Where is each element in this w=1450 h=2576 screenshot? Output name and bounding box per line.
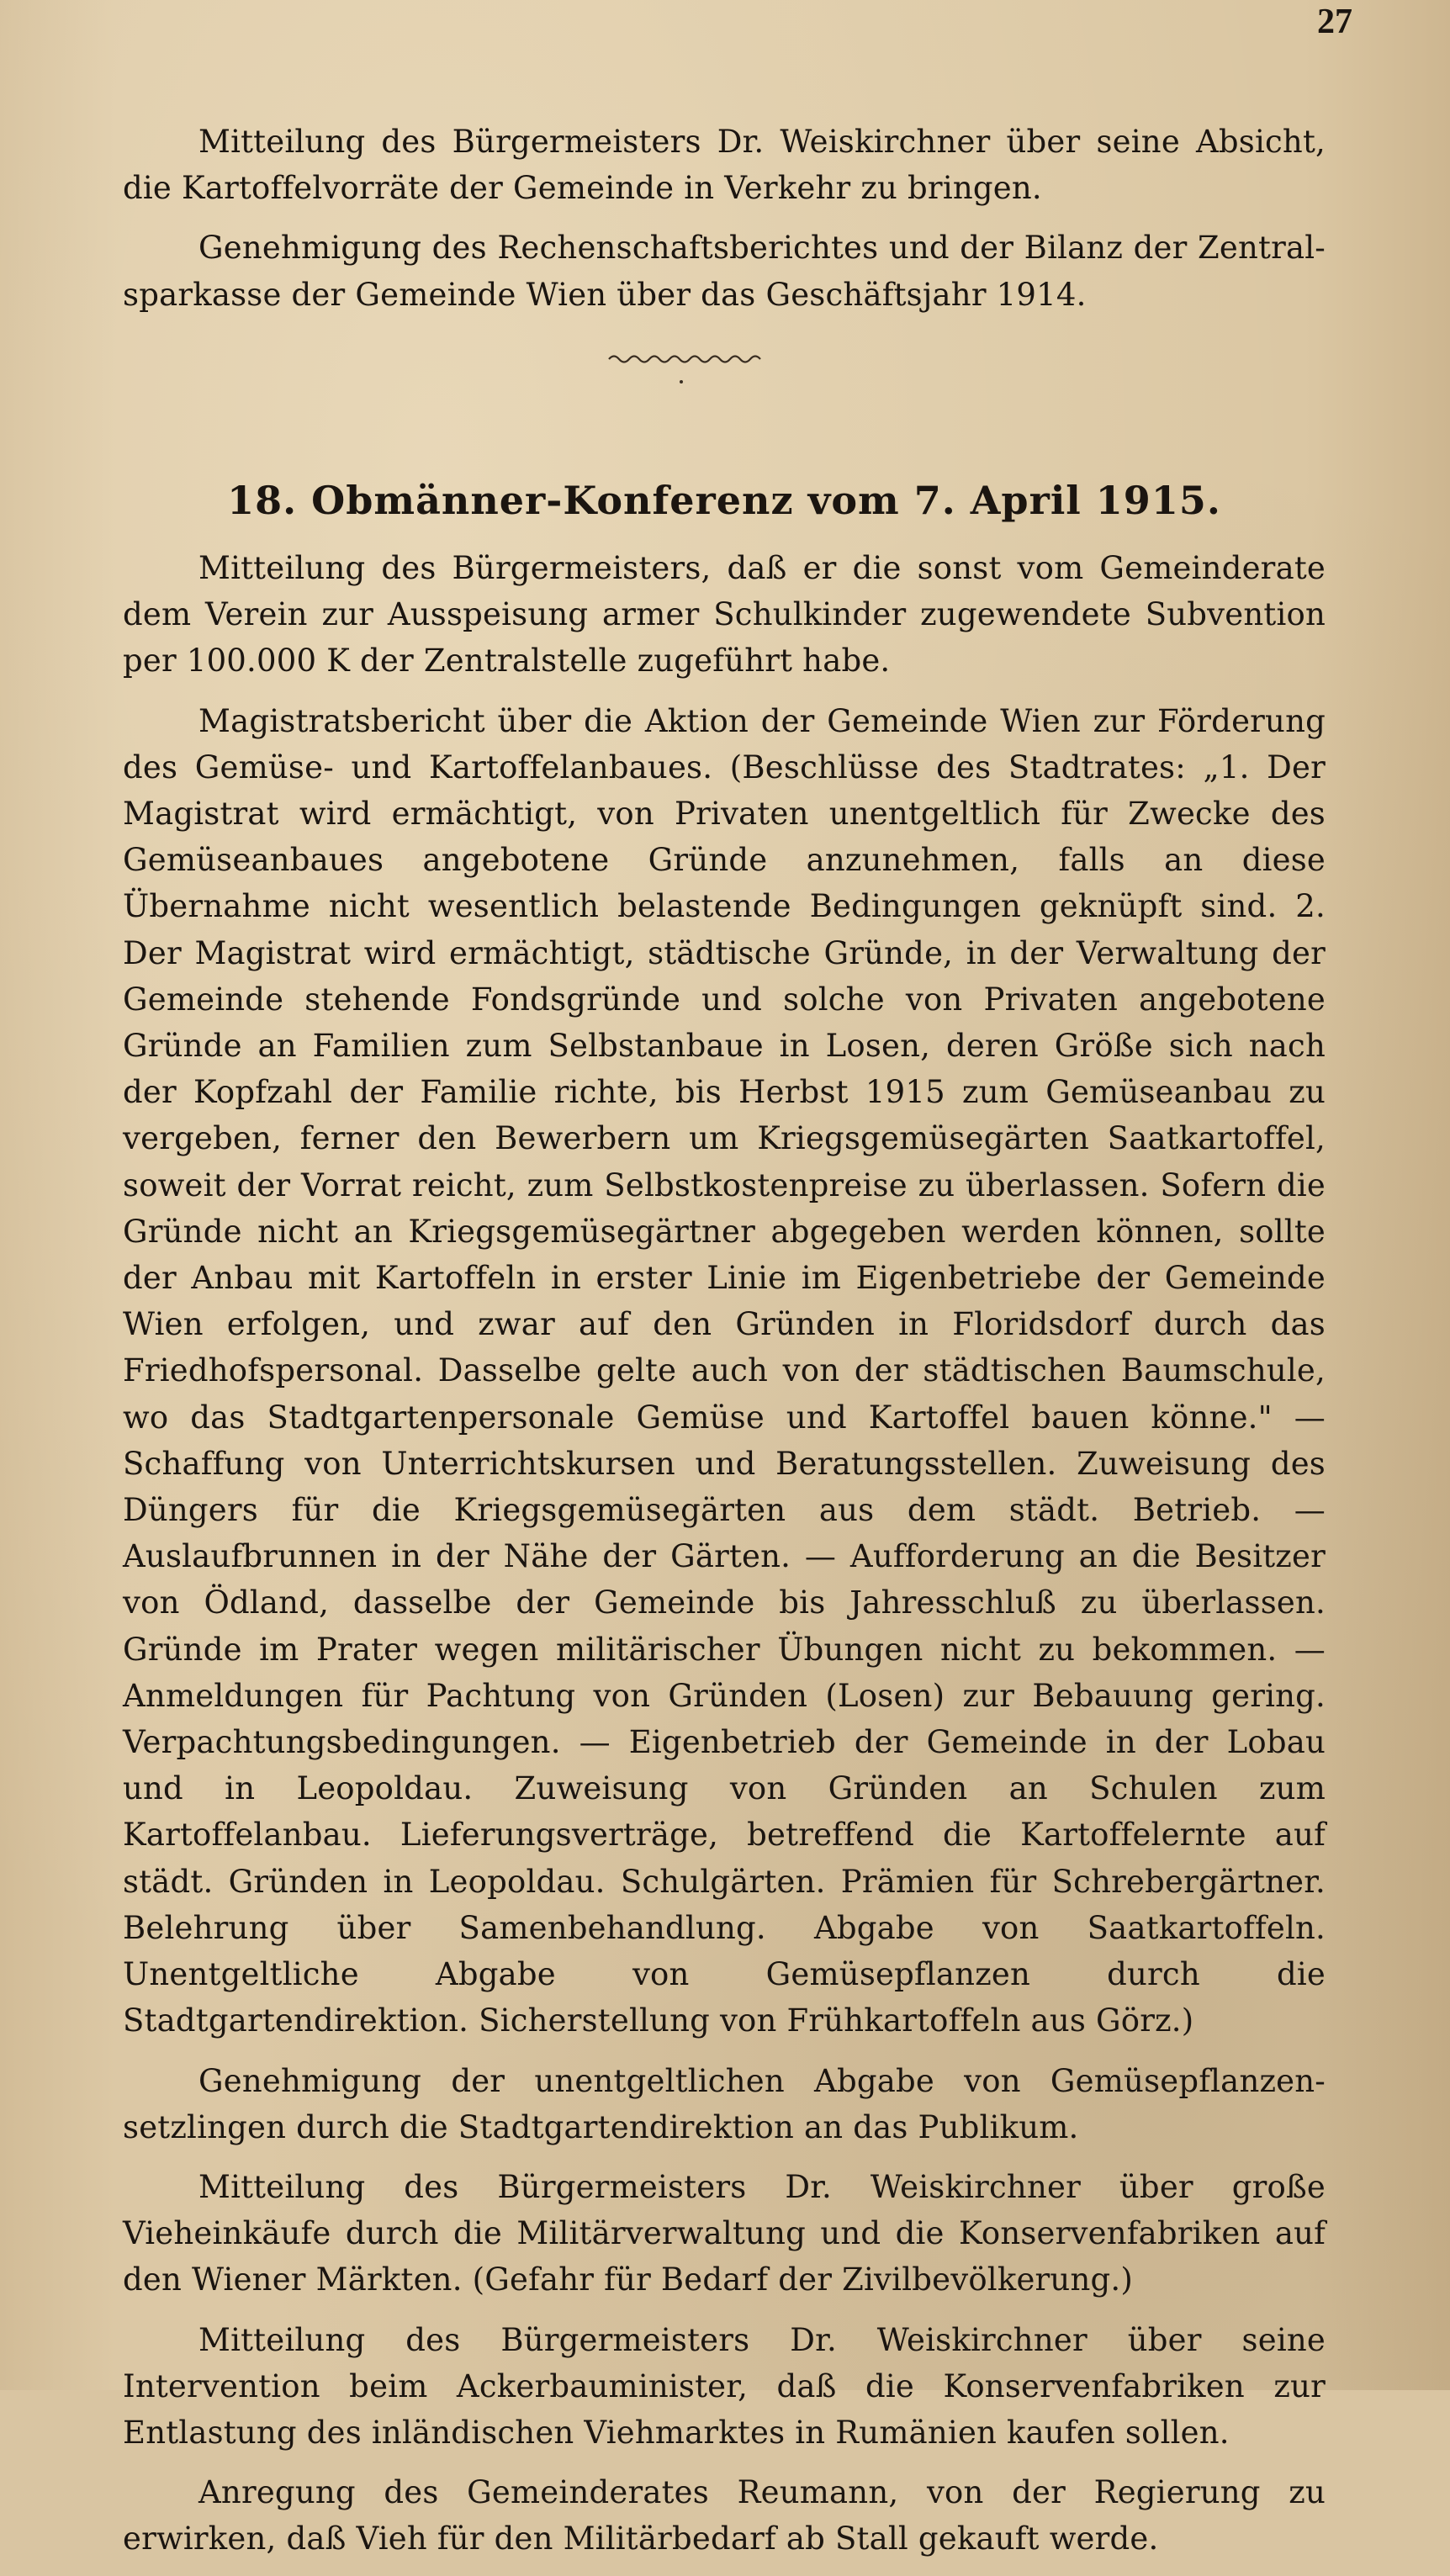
paragraph: Genehmigung des Rechenschaftsberichtes und der Bilanz der Zentral-sparkasse der Gemeinde Wien über das Geschäftsjahr 1914. (123, 230, 1326, 313)
divider-dot (680, 380, 683, 383)
wavy-divider-ornament (607, 346, 767, 372)
paragraph: Genehmigung der unentgeltlichen Abgabe von Gemüsepflanzen-setzlingen durch die Stadtgartendirektion an das Publikum. (123, 2062, 1326, 2145)
section-heading: 18. Obmänner-Konferenz vom 7. April 1915. (227, 478, 1221, 523)
paragraph: Mitteilung des Bürgermeisters Dr. Weiskirchner über seine Absicht, die Kartoffelvorräte der Gemeinde in Verkehr zu bringen. (123, 124, 1326, 207)
paragraph: Magistratsbericht über die Aktion der Gemeinde Wien zur Förderung des Gemüse- und Kartoffelanbaues. (Beschlüsse des Stadtrates: „1. Der Magistrat wird ermächtigt, von Privaten unentgeltlich für Zwecke des Gemüseanbaues angebotene Gründe anzunehmen, falls an diese Übernahme nicht wesentlich belastende Bedingungen geknüpft sind. 2. Der Magistrat wird ermächtigt, städtische Gründe, in der Verwaltung der Gemeinde stehende Fondsgründe und solche von Privaten angebotene Gründe an Familien zum Selbstanbaue in Losen, deren Größe sich nach der Kopfzahl der Familie richte, bis Herbst 1915 zum Gemüseanbau zu vergeben, ferner den Bewerbern um Kriegsgemüsegärten Saatkartoffel, soweit der Vorrat reicht, zum Selbstkostenpreise zu überlassen. Sofern die Gründe nicht an Kriegsgemüsegärtner abgegeben werden können, sollte der Anbau mit Kartoffeln in erster Linie im Eigenbetriebe der Gemeinde Wien erfolgen, und zwar auf den Gründen in Floridsdorf durch das Friedhofspersonal. Dasselbe gelte auch von der städtischen Baumschule, wo das Stadtgartenpersonale Gemüse und Kartoffel bauen könne." — Schaffung von Unterrichtskursen und Beratungsstellen. Zuweisung des Düngers für die Kriegsgemüsegärten aus dem städt. Betrieb. — Auslaufbrunnen in der Nähe der Gärten. — Aufforderung an die Besitzer von Ödland, dasselbe der Gemeinde bis Jahresschluß zu überlassen. Gründe im Prater wegen militärischer Übungen nicht zu bekommen. — Anmeldungen für Pachtung von Gründen (Losen) zur Bebauung gering. Verpachtungsbedingungen. — Eigenbetrieb der Gemeinde in der Lobau und in Leopoldau. Zuweisung von Gründen an Schulen zum Kartoffelanbau. Lieferungsverträge, betreffend die Kartoffelernte auf städt. Gründen in Leopoldau. Schulgärten. Prämien für Schrebergärtner. Belehrung über Samenbehandlung. Abgabe von Saatkartoffeln. Unentgeltliche Abgabe von Gemüsepflanzen durch die Stadtgartendirektion. Sicherstellung von Frühkartoffeln aus Görz.) (123, 702, 1326, 2039)
page-number: 27 (1317, 3, 1352, 41)
paragraph: Mitteilung des Bürgermeisters, daß er die sonst vom Gemeinderate dem Verein zur Ausspeisung armer Schulkinder zugewendete Subvention per 100.000 K der Zentralstelle zugeführt habe. (123, 550, 1326, 680)
paragraph: Mitteilung des Bürgermeisters Dr. Weiskirchner über große Vieheinkäufe durch die Militärverwaltung und die Konservenfabriken auf den Wiener Märkten. (Gefahr für Bedarf der Zivilbevölkerung.) (123, 2168, 1326, 2298)
section-text-block (123, 545, 1326, 2576)
paragraph: Anregung des Gemeinderates Reumann, von der Regierung zu erwirken, daß Vieh für den Militärbedarf ab Stall gekauft werde. (123, 2474, 1326, 2557)
paragraph: Mitteilung des Bürgermeisters Dr. Weiskirchner über seine Intervention beim Ackerbauminister, daß die Konservenfabriken zur Entlastung des inländischen Viehmarktes in Rumänien kaufen sollen. (123, 2321, 1326, 2451)
top-text-block (123, 119, 1326, 331)
